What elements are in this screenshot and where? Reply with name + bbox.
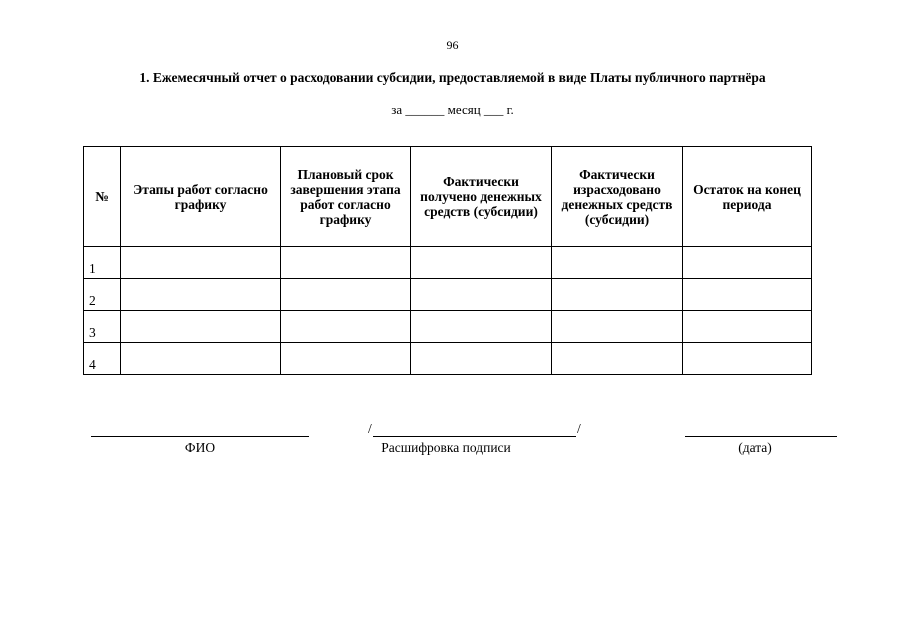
column-header-funds-received: Фактически получено денежных средств (субсидии)	[411, 147, 552, 247]
fio-signature-line	[91, 436, 309, 437]
table-cell	[121, 279, 281, 311]
report-period-line: за ______ месяц ___ г.	[391, 102, 514, 117]
table-cell	[121, 311, 281, 343]
decryption-left-slash: /	[368, 421, 372, 436]
row-number: 2	[84, 279, 121, 311]
table-row	[84, 279, 812, 311]
table-row	[84, 311, 812, 343]
column-header-funds-spent: Фактически израсходовано денежных средств (субсидии)	[552, 147, 683, 247]
report-table	[83, 146, 812, 375]
table-cell	[552, 247, 683, 279]
table-cell	[683, 247, 812, 279]
column-header-work-stages: Этапы работ согласно графику	[121, 147, 281, 247]
table-cell	[411, 311, 552, 343]
table-cell	[683, 343, 812, 375]
document-title: 1. Ежемесячный отчет о расходовании субсидии, предоставляемой в виде Платы публичного партнёра	[139, 70, 766, 85]
row-number: 4	[84, 343, 121, 375]
row-number: 3	[84, 311, 121, 343]
table-cell	[683, 311, 812, 343]
decryption-label: Расшифровка подписи	[381, 440, 511, 455]
table-cell	[281, 247, 411, 279]
table-cell	[281, 311, 411, 343]
table-row	[84, 247, 812, 279]
date-signature-line	[685, 436, 837, 437]
table-cell	[281, 279, 411, 311]
table-cell	[281, 343, 411, 375]
table-cell	[552, 343, 683, 375]
date-label: (дата)	[738, 440, 772, 455]
table-cell	[683, 279, 812, 311]
table-cell	[411, 343, 552, 375]
decryption-signature-line	[373, 436, 576, 437]
table-cell	[552, 279, 683, 311]
fio-label: ФИО	[184, 440, 216, 455]
column-header-number: №	[84, 147, 121, 247]
table-cell	[121, 343, 281, 375]
table-cell	[552, 311, 683, 343]
table-header-row	[84, 147, 812, 247]
table-row	[84, 343, 812, 375]
column-header-period-balance: Остаток на конец периода	[683, 147, 812, 247]
table-cell	[411, 247, 552, 279]
decryption-right-slash: /	[577, 421, 581, 436]
column-header-planned-deadline: Плановый срок завершения этапа работ согласно графику	[281, 147, 411, 247]
page-number: 96	[446, 38, 459, 52]
table-cell	[121, 247, 281, 279]
table-cell	[411, 279, 552, 311]
row-number: 1	[84, 247, 121, 279]
